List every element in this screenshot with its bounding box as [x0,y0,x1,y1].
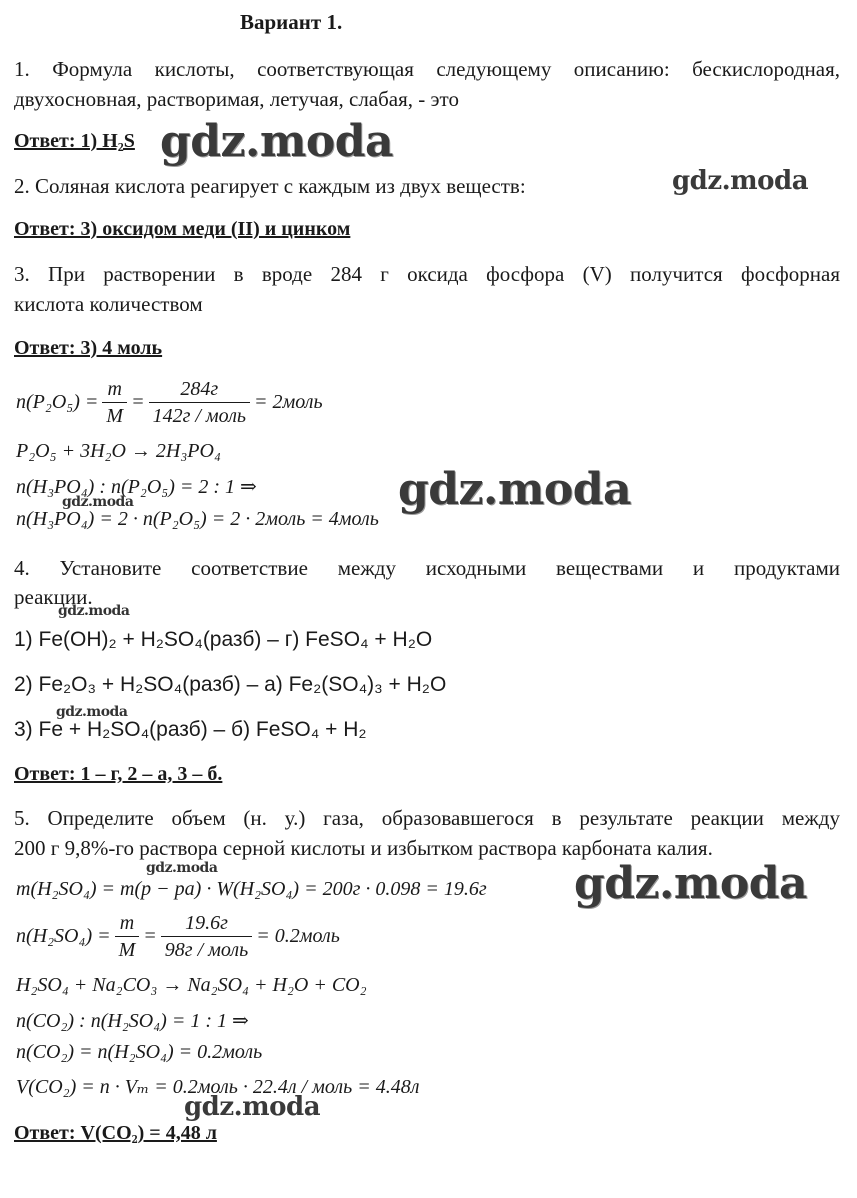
watermark-logo: gdz.moda [160,116,394,167]
equation-result: = 0.2моль [256,925,340,947]
equation-3-4: n(H₃PO₄) = 2 · n(P₂O₅) = 2 · 2моль = 4моль [16,508,379,530]
answer-3: Ответ: 3) 4 моль [14,337,163,359]
equation-5-6: V(CO₂) = n · Vₘ = 0.2моль · 22.4л / моль = 4.48л [16,1076,420,1098]
fraction-numerator: m [102,378,127,403]
question-5-line-2: 200 г 9,8%-го раствора серной кислоты и избытком раствора карбоната калия. [14,836,713,860]
fraction-values [149,378,250,427]
question-4-line-1: 4. Установите соответствие между исходными веществами и продуктами [14,556,840,580]
fraction-values [161,912,252,961]
answer-2: Ответ: 3) оксидом меди (II) и цинком [14,218,351,240]
equals-sign: = [143,925,157,947]
fraction-m-over-M [115,912,140,961]
fraction-denominator: M [106,405,124,427]
watermark-logo: gdz.moda [58,603,130,619]
watermark-logo: gdz.moda [56,704,128,720]
equation-lhs: n(P₂O₅) = [16,391,99,413]
equation-result: = 2моль [254,391,323,413]
answer-4: Ответ: 1 – г, 2 – а, 3 – б. [14,763,223,785]
equals-sign: = [131,391,145,413]
equation-5-2 [16,912,340,961]
watermark-logo: gdz.moda [574,858,808,909]
equation-lhs: n(H₂SO₄) = [16,925,111,947]
answer-1: Ответ: 1) H₂S [14,130,135,152]
question-2-line-1: 2. Соляная кислота реагирует с каждым из двух веществ: [14,174,526,198]
question-5-line-1: 5. Определите объем (н. у.) газа, образовавшегося в результате реакции между [14,806,840,830]
equation-5-3: H₂SO₄ + Na₂CO₃ → Na₂SO₄ + H₂O + CO₂ [16,974,367,996]
reaction-1: 1) Fe(OH)₂ + H₂SO₄(разб) – г) FeSO₄ + H₂O [14,628,433,651]
watermark-logo: gdz.moda [672,166,809,196]
equation-3-1 [16,378,323,427]
equation-5-5: n(CO₂) = n(H₂SO₄) = 0.2моль [16,1041,263,1063]
fraction-denominator: 142г / моль [152,405,247,427]
question-4-line-2: реакции. [14,585,93,609]
fraction-m-over-M [102,378,127,427]
watermark-logo: gdz.moda [398,464,632,515]
page-title: Вариант 1. [240,10,343,34]
question-3-line-1: 3. При растворении в вроде 284 г оксида фосфора (V) получится фосфорная [14,262,840,286]
equation-3-3: n(H₃PO₄) : n(P₂O₅) = 2 : 1 ⇒ [16,476,257,498]
reaction-3: 3) Fe + H₂SO₄(разб) – б) FeSO₄ + H₂ [14,718,367,741]
fraction-numerator: 284г [149,378,250,403]
watermark-logo: gdz.moda [184,1092,321,1122]
equation-5-4: n(CO₂) : n(H₂SO₄) = 1 : 1 ⇒ [16,1010,249,1032]
equation-3-2: P₂O₅ + 3H₂O → 2H₃PO₄ [16,440,221,462]
answer-5: Ответ: V(CO₂) = 4,48 л [14,1122,217,1144]
fraction-numerator: 19.6г [161,912,252,937]
question-3-line-2: кислота количеством [14,292,203,316]
equation-5-1: m(H₂SO₄) = m(p − pa) · W(H₂SO₄) = 200г · 0.098 = 19.6г [16,878,487,900]
fraction-numerator: m [115,912,140,937]
reaction-2: 2) Fe₂O₃ + H₂SO₄(разб) – а) Fe₂(SO₄)₃ + H₂O [14,673,447,696]
watermark-logo: gdz.moda [62,494,134,510]
watermark-logo: gdz.moda [146,860,218,876]
fraction-denominator: M [118,939,136,961]
question-1-line-1: 1. Формула кислоты, соответствующая следующему описанию: бескислородная, [14,57,840,81]
fraction-denominator: 98г / моль [164,939,249,961]
question-1-line-2: двухосновная, растворимая, летучая, слабая, - это [14,87,459,111]
